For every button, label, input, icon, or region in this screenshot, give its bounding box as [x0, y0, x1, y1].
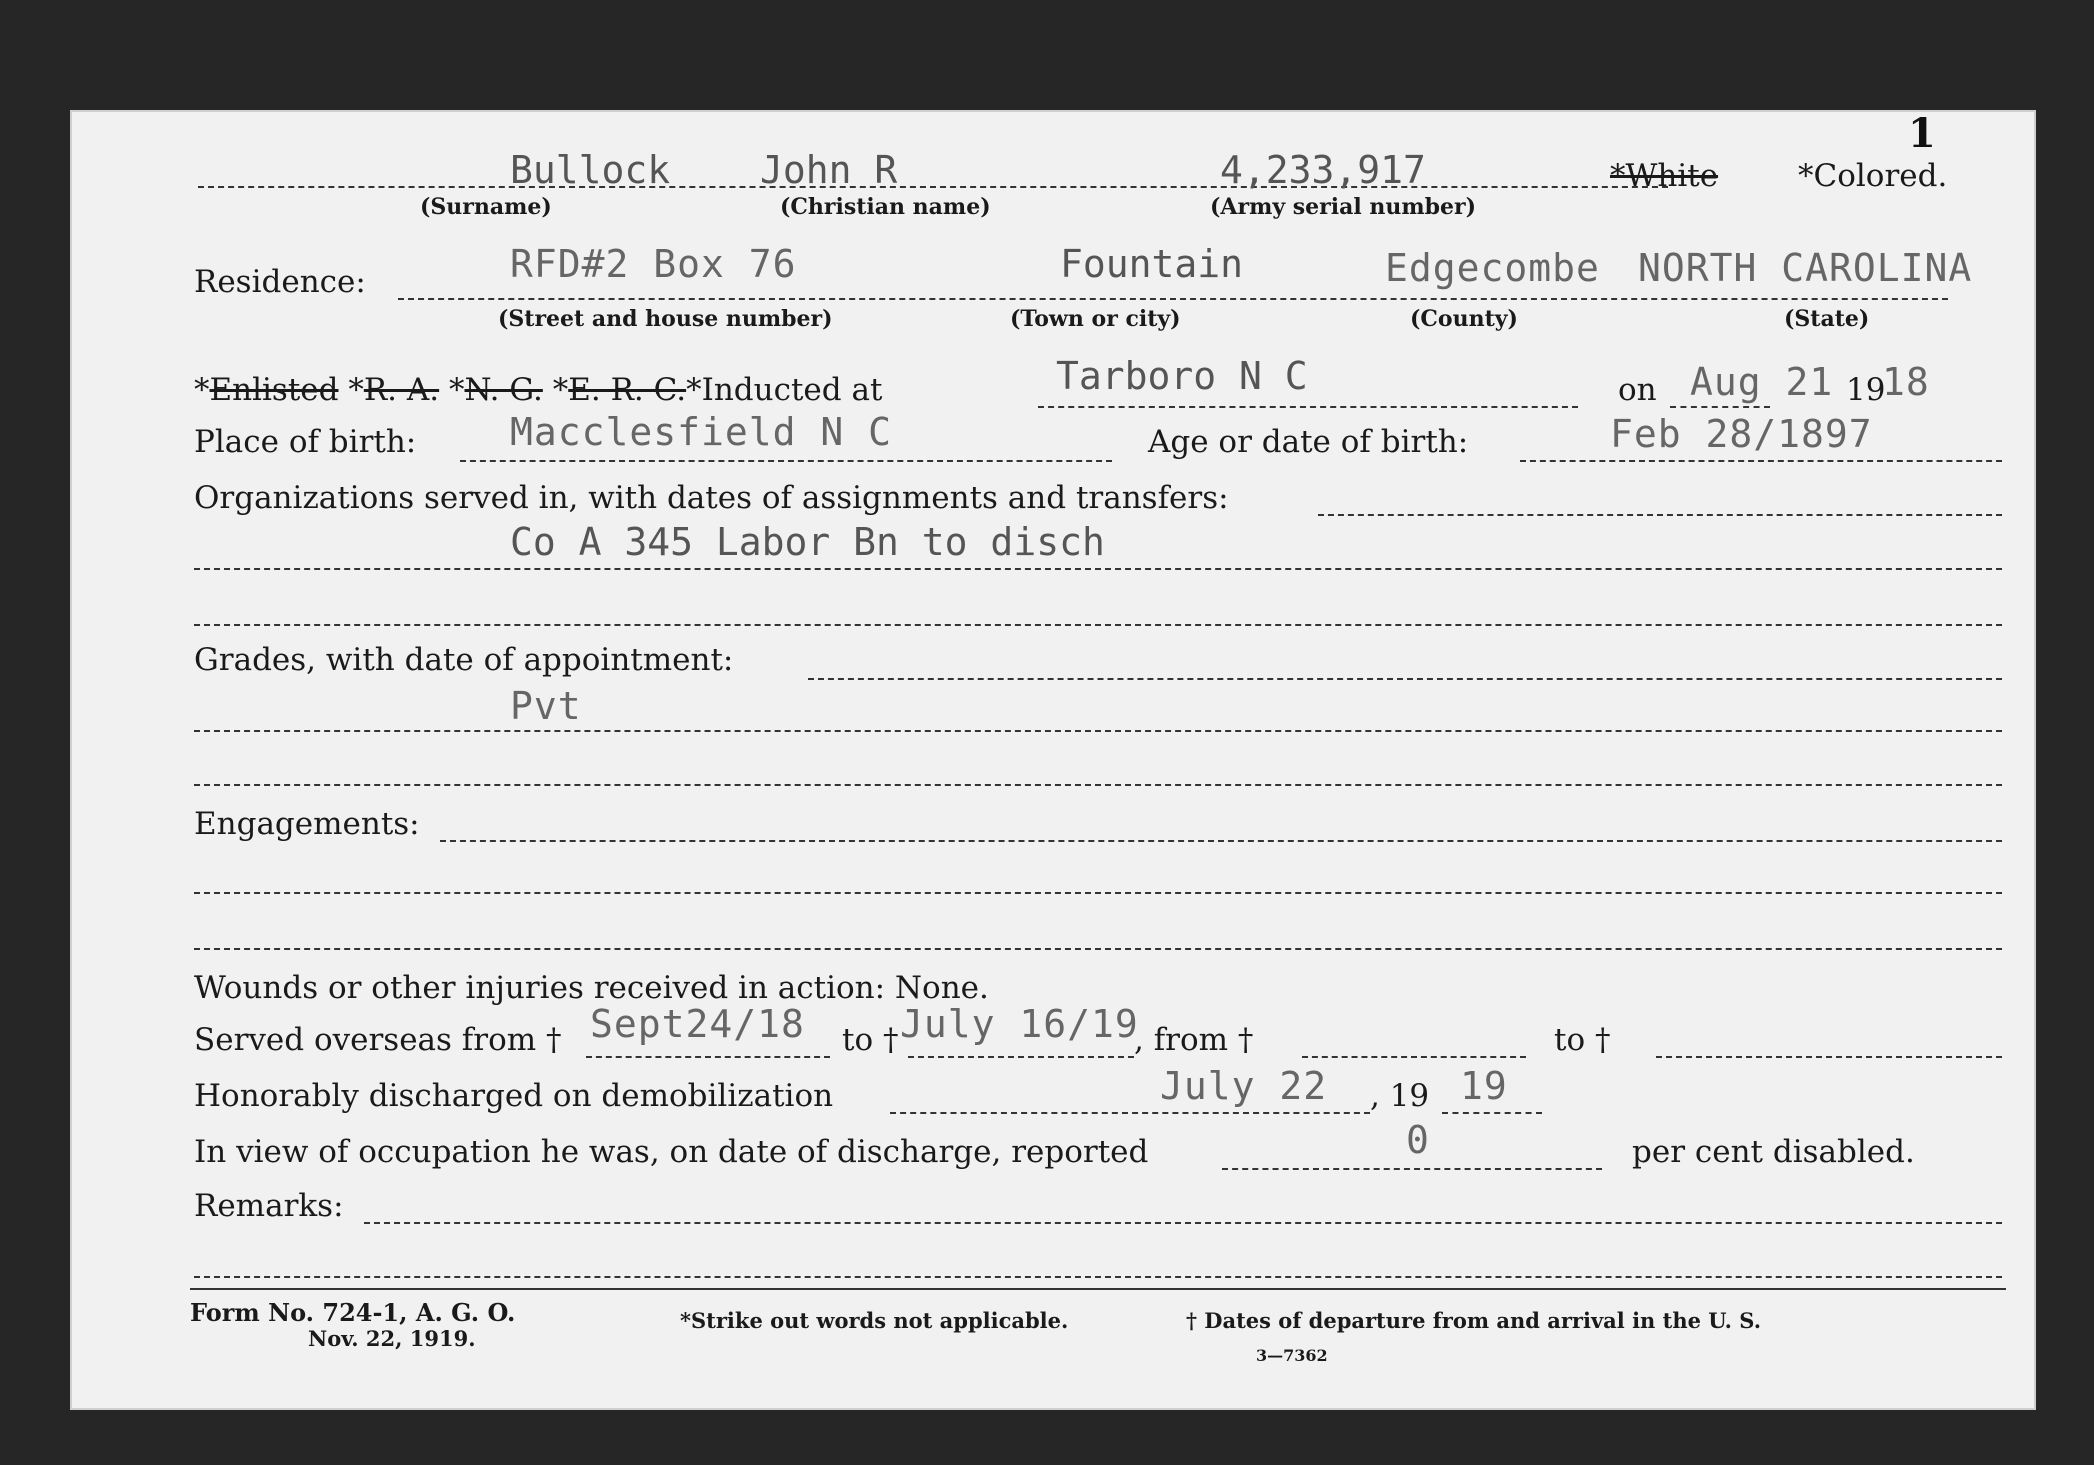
- discharge-label: Honorably discharged on demobilization: [194, 1078, 834, 1114]
- surname-caption: (Surname): [420, 194, 552, 220]
- engagements-line-2: [194, 892, 2002, 894]
- christian-caption: (Christian name): [780, 194, 991, 220]
- birthdate-label: Age or date of birth:: [1148, 424, 1469, 460]
- dates-note: † Dates of departure from and arrival in the U. S.: [1186, 1308, 1762, 1333]
- white-option: [1610, 158, 1718, 194]
- induction-date-value: Aug 21: [1690, 360, 1834, 404]
- induction-options: *Enlisted *R. A. *N. G. *E. R. C.*Inducted at: [194, 372, 883, 408]
- organizations-line-1: [1318, 514, 2002, 516]
- grades-line-1: [808, 678, 2002, 680]
- birthplace-line: [460, 460, 1112, 462]
- overseas-label: Served overseas from †: [194, 1022, 562, 1058]
- induction-place-value: Tarboro N C: [1056, 354, 1308, 398]
- ra-option: R. A.: [363, 372, 440, 408]
- erc-option: E. R. C.: [568, 372, 687, 408]
- organizations-value: Co A 345 Labor Bn to disch: [510, 520, 1105, 564]
- overseas-from2-line: [1302, 1056, 1526, 1058]
- birthdate-line: [1520, 460, 2002, 462]
- town-caption: (Town or city): [1010, 306, 1181, 332]
- induction-year-prefix: 19: [1846, 372, 1886, 408]
- overseas-to2-label: to †: [1554, 1022, 1611, 1058]
- print-code: 3—7362: [1256, 1346, 1328, 1365]
- overseas-from2-label: , from †: [1134, 1022, 1254, 1058]
- christian-name-value: John R: [760, 148, 898, 192]
- remarks-label: Remarks:: [194, 1188, 344, 1224]
- on-label: on: [1618, 372, 1657, 408]
- overseas-to-line: [908, 1056, 1134, 1058]
- form-number: Form No. 724-1, A. G. O.: [190, 1298, 516, 1327]
- state-caption: (State): [1784, 306, 1870, 332]
- wounds-label: Wounds or other injuries received in action: None.: [194, 970, 989, 1006]
- residence-line: [398, 298, 1948, 300]
- discharge-date-value: July 22: [1160, 1064, 1328, 1108]
- organizations-line-2: [194, 568, 2002, 570]
- remarks-line-1: [364, 1222, 2002, 1224]
- discharge-date-line: [890, 1112, 1370, 1114]
- remarks-line-2: [194, 1276, 2002, 1278]
- grades-line-3: [194, 784, 2002, 786]
- residence-label: Residence:: [194, 264, 366, 300]
- footer-rule: [190, 1288, 2006, 1290]
- induction-place-line: [1038, 406, 1578, 408]
- ng-option: N. G.: [464, 372, 543, 408]
- engagements-line-3: [194, 948, 2002, 950]
- street-caption: (Street and house number): [498, 306, 833, 332]
- overseas-from-value: Sept24/18: [590, 1002, 805, 1046]
- engagements-label: Engagements:: [194, 806, 420, 842]
- grades-value: Pvt: [510, 684, 582, 728]
- enlisted-option: Enlisted: [209, 372, 339, 408]
- county-value: Edgecombe: [1385, 246, 1600, 290]
- name-line: [198, 186, 1668, 188]
- service-record-card: [70, 110, 2036, 1410]
- state-value: NORTH CAROLINA: [1638, 246, 1973, 290]
- organizations-label: Organizations served in, with dates of assignments and transfers:: [194, 480, 1229, 516]
- induction-date-line: [1670, 406, 1770, 408]
- strike-note: *Strike out words not applicable.: [680, 1308, 1069, 1333]
- discharge-year-line: [1442, 1112, 1542, 1114]
- disability-line: [1222, 1168, 1602, 1170]
- birthplace-value: Macclesfield N C: [510, 410, 893, 454]
- overseas-to-value: July 16/19: [900, 1002, 1139, 1046]
- form-date: Nov. 22, 1919.: [308, 1326, 476, 1351]
- discharge-year-value: 19: [1460, 1064, 1508, 1108]
- engagements-line-1: [440, 840, 2002, 842]
- overseas-to-label: to †: [842, 1022, 899, 1058]
- disability-label: In view of occupation he was, on date of discharge, reported: [194, 1134, 1149, 1170]
- county-caption: (County): [1410, 306, 1518, 332]
- disability-value: 0: [1406, 1118, 1430, 1162]
- serial-number-value: 4,233,917: [1220, 148, 1426, 192]
- overseas-to2-line: [1656, 1056, 2002, 1058]
- disability-suffix: per cent disabled.: [1632, 1134, 1915, 1170]
- inducted-label: *Inducted at: [686, 372, 883, 408]
- grades-label: Grades, with date of appointment:: [194, 642, 734, 678]
- colored-label: *Colored.: [1798, 158, 1948, 194]
- grades-line-2: [194, 730, 2002, 732]
- town-value: Fountain: [1060, 242, 1244, 286]
- birthdate-value: Feb 28/1897: [1610, 412, 1873, 456]
- surname-value: Bullock: [510, 148, 671, 192]
- birthplace-label: Place of birth:: [194, 424, 417, 460]
- discharge-year-prefix: , 19: [1370, 1078, 1430, 1114]
- card-number: 1: [1908, 110, 1936, 157]
- street-value: RFD#2 Box 76: [510, 242, 797, 286]
- overseas-from-line: [586, 1056, 830, 1058]
- serial-caption: (Army serial number): [1210, 194, 1477, 220]
- organizations-line-3: [194, 624, 2002, 626]
- white-label: *White: [1610, 158, 1719, 194]
- induction-year-value: 18: [1882, 360, 1930, 404]
